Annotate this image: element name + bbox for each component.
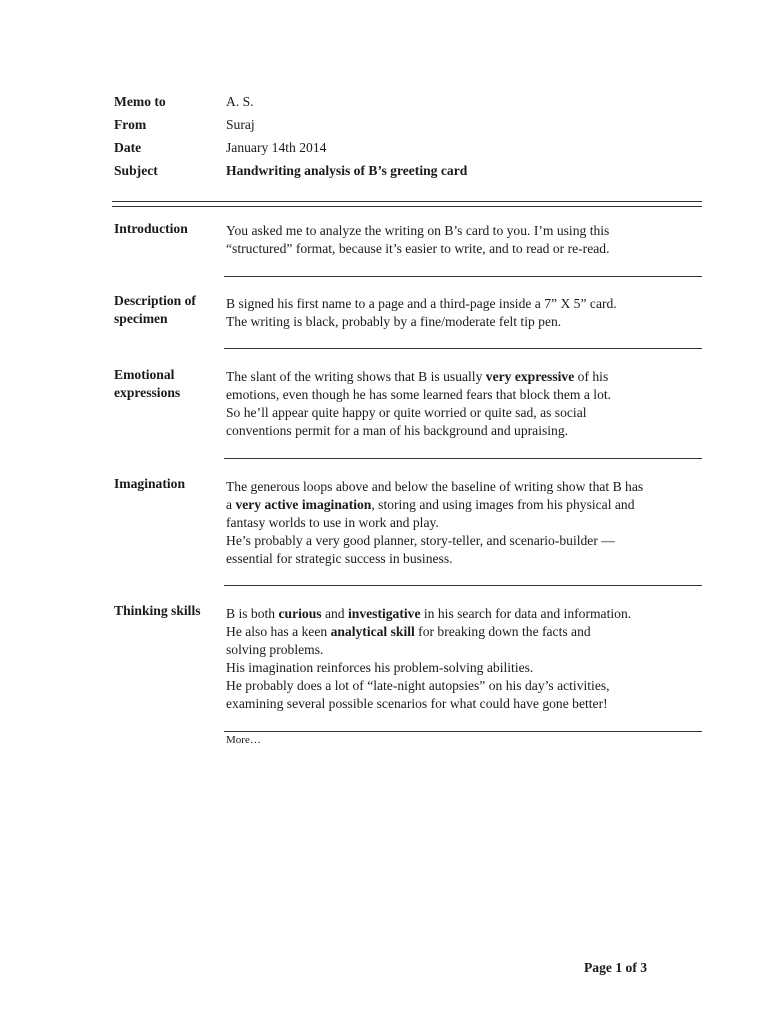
section-divider [224,731,702,732]
description-line: The writing is black, probably by a fine/moderate felt tip pen. [226,314,562,329]
more-link[interactable]: More… [226,734,261,746]
thinking-line: His imagination reinforces his problem-solving abilities. [226,660,534,675]
thinking-label: Thinking skills [114,603,201,618]
imagination-line: a very active imagination, storing and using images from his physical and [226,497,635,512]
description-label-line: specimen [114,311,168,326]
imagination-body [226,478,706,568]
emphasis-very-expressive: very expressive [485,369,575,384]
section-divider [224,348,702,349]
imagination-label: Imagination [114,476,186,491]
description-line: B signed his first name to a page and a third-page inside a 7” X 5” card. [226,296,617,311]
introduction-line: You asked me to analyze the writing on B’s card to you. I’m using this [226,223,610,238]
emphasis-curious: curious [278,606,322,621]
from-label: From [114,117,147,132]
thinking-line: B is both curious and investigative in his search for data and information. [226,606,632,621]
header-divider [112,201,702,207]
thinking-line: examining several possible scenarios for what could have gone better! [226,696,608,711]
imagination-line: essential for strategic success in business. [226,551,453,566]
introduction-body [226,222,706,258]
from-value: Suraj [226,117,255,132]
imagination-line: He’s probably a very good planner, story-teller, and scenario-builder — [226,533,615,548]
emotional-line: So he’ll appear quite happy or quite worried or quite sad, as social [226,405,587,420]
memo-to-value: A. S. [226,94,254,109]
thinking-line: He probably does a lot of “late-night autopsies” on his day’s activities, [226,678,610,693]
emotional-line: emotions, even though he has some learned fears that block them a lot. [226,387,612,402]
thinking-line: He also has a keen analytical skill for breaking down the facts and [226,624,591,639]
imagination-line: The generous loops above and below the baseline of writing show that B has [226,479,644,494]
imagination-line: fantasy worlds to use in work and play. [226,515,439,530]
introduction-line: “structured” format, because it’s easier to write, and to read or re-read. [226,241,610,256]
description-label [114,292,214,328]
emotional-label-line: expressions [114,385,181,400]
emphasis-very-active-imagination: very active imagination [235,497,372,512]
emotional-label-line: Emotional [114,367,175,382]
date-label: Date [114,140,142,155]
emotional-body [226,368,706,440]
introduction-label: Introduction [114,221,188,236]
section-divider [224,585,702,586]
thinking-line: solving problems. [226,642,324,657]
emotional-line: The slant of the writing shows that B is usually very expressive of his [226,369,609,384]
emphasis-investigative: investigative [348,606,421,621]
thinking-body [226,605,706,713]
description-body [226,295,706,331]
section-divider [224,458,702,459]
subject-value: Handwriting analysis of B’s greeting card [226,163,468,178]
section-divider [224,276,702,277]
page-indicator: Page 1 of 3 [584,960,648,975]
subject-label: Subject [114,163,158,178]
emphasis-analytical-skill: analytical skill [330,624,415,639]
emotional-label [114,366,214,402]
memo-to-label: Memo to [114,94,166,109]
description-label-line: Description of [114,293,196,308]
date-value: January 14th 2014 [226,140,327,155]
emotional-line: conventions permit for a man of his background and upraising. [226,423,569,438]
